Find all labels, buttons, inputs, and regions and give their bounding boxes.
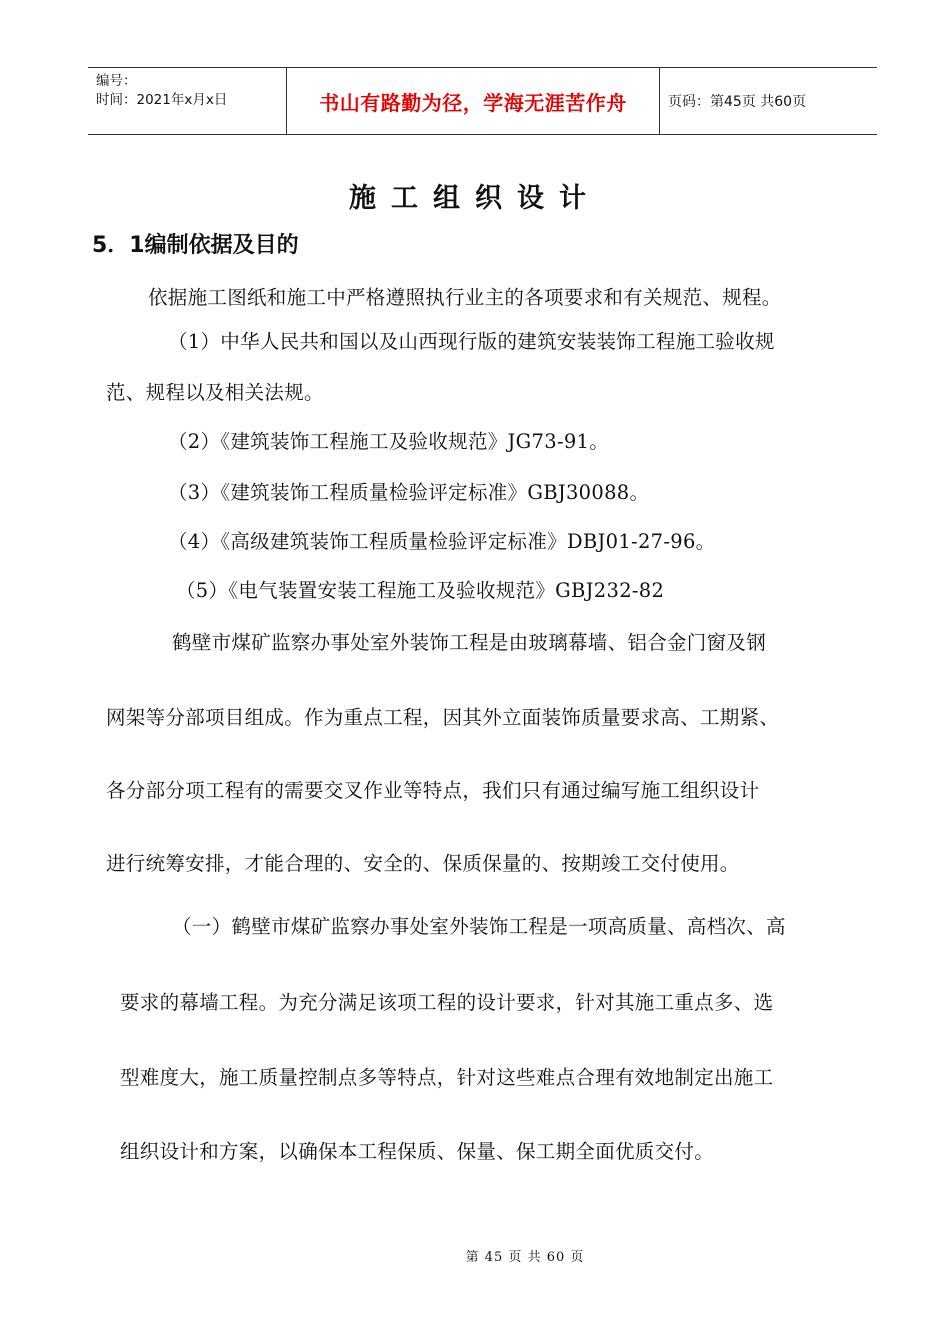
paragraph: 网架等分部项目组成。作为重点工程，因其外立面装饰质量要求高、工期紧、 (106, 706, 780, 729)
paragraph: 依据施工图纸和施工中严格遵照执行业主的各项要求和有关规范、规程。 (148, 286, 782, 309)
paragraph: （2）《建筑装饰工程施工及验收规范》JG73-91。 (168, 430, 610, 453)
date-label: 时间：2021年x月x日 (96, 92, 228, 108)
section-heading: 5．1编制依据及目的 (92, 233, 299, 258)
page-footer: 第 45 页 共 60 页 (465, 1250, 585, 1265)
paragraph: 型难度大，施工质量控制点多等特点，针对这些难点合理有效地制定出施工 (120, 1066, 774, 1089)
paragraph: （1）中华人民共和国以及山西现行版的建筑安装装饰工程施工验收规 (168, 330, 775, 353)
page-header (88, 67, 877, 135)
header-meta-cell (88, 68, 287, 134)
paragraph: （5）《电气装置安装工程施工及验收规范》GBJ232-82 (176, 579, 665, 602)
paragraph: 组织设计和方案，以确保本工程保质、保量、保工期全面优质交付。 (120, 1140, 715, 1163)
motto-text: 书山有路勤为径，学海无涯苦作舟 (319, 90, 627, 115)
page-info: 页码：第45页 共60页 (668, 94, 807, 110)
paragraph: 要求的幕墙工程。为充分满足该项工程的设计要求，针对其施工重点多、选 (120, 991, 774, 1014)
paragraph: （一）鹤壁市煤矿监察办事处室外装饰工程是一项高质量、高档次、高 (172, 915, 786, 938)
paragraph: 各分部分项工程有的需要交叉作业等特点，我们只有通过编写施工组织设计 (106, 779, 760, 802)
header-page-cell (660, 68, 877, 134)
paragraph: 范、规程以及相关法规。 (106, 381, 324, 404)
paragraph: 鹤壁市煤矿监察办事处室外装饰工程是由玻璃幕墙、铝合金门窗及钢 (172, 631, 767, 654)
document-title: 施工组织设计 (349, 183, 601, 214)
paragraph: （4）《高级建筑装饰工程质量检验评定标准》DBJ01-27-96。 (168, 530, 716, 553)
header-motto-cell (287, 68, 660, 134)
paragraph: 进行统筹安排，才能合理的、安全的、保质保量的、按期竣工交付使用。 (106, 852, 740, 875)
number-label: 编号： (96, 73, 137, 89)
paragraph: （3）《建筑装饰工程质量检验评定标准》GBJ30088。 (168, 481, 650, 504)
